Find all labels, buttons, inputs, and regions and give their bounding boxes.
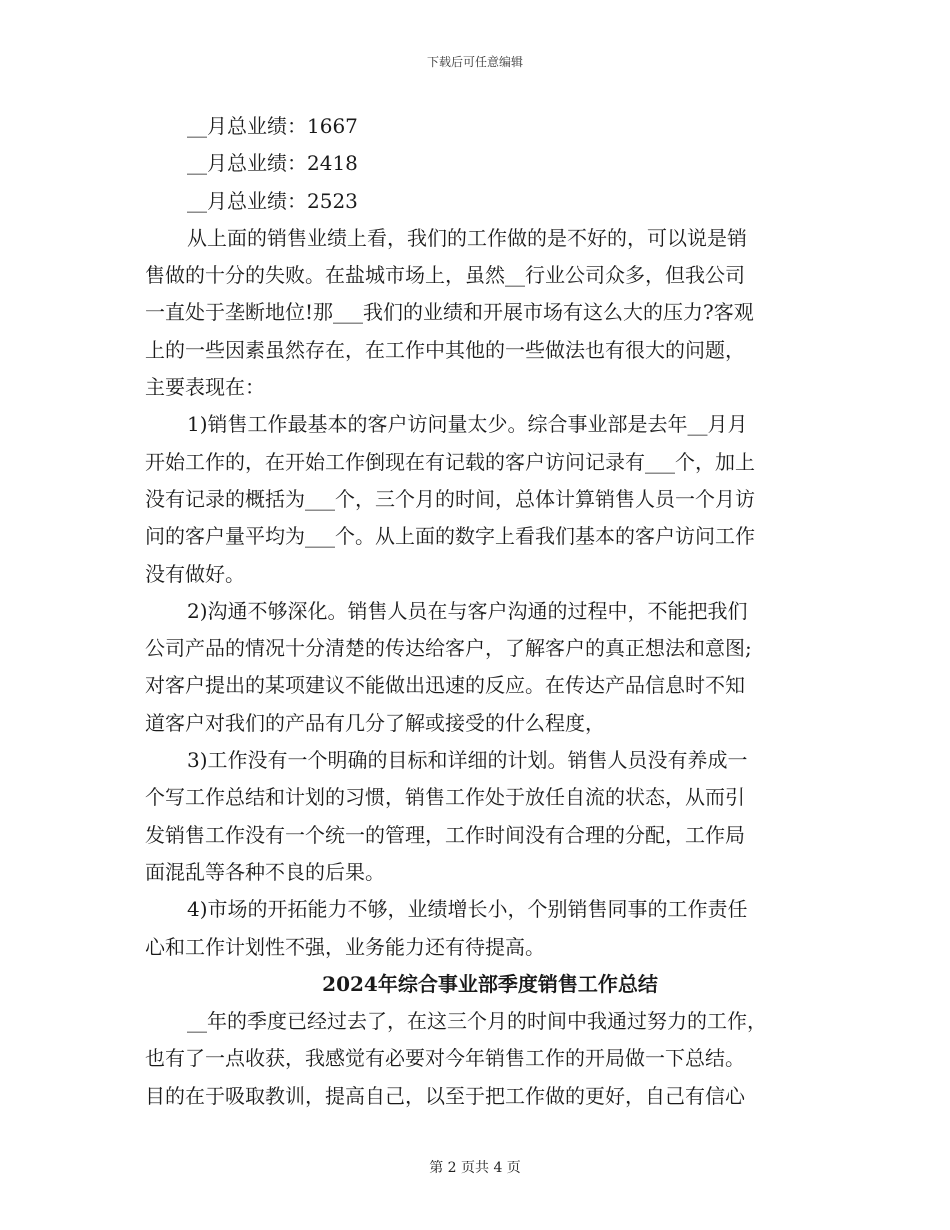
body-line: __月总业绩：1667	[187, 114, 358, 138]
body-line: 心和工作计划性不强，业务能力还有待提高。	[145, 934, 545, 959]
body-line: __月总业绩：2418	[187, 151, 358, 176]
body-line: 主要表现在：	[145, 375, 265, 400]
document-body	[145, 108, 805, 1115]
body-line: 对客户提出的某项建议不能做出迅速的反应。在传达产品信息时不知	[145, 673, 745, 698]
body-line: 公司产品的情况十分清楚的传达给客户，了解客户的真正想法和意图;	[145, 636, 752, 661]
body-line: 没有做好。	[145, 561, 245, 586]
body-line: 从上面的销售业绩上看，我们的工作做的是不好的，可以说是销	[187, 225, 747, 250]
body-line: 4)市场的开拓能力不够，业绩增长小，个别销售同事的工作责任	[187, 897, 748, 922]
body-line: 2)沟通不够深化。销售人员在与客户沟通的过程中，不能把我们	[187, 598, 748, 623]
body-line: 1)销售工作最基本的客户访问量太少。综合事业部是去年__月月	[187, 412, 748, 437]
body-line: 一直处于垄断地位!那___我们的业绩和开展市场有这么大的压力?客观	[145, 300, 754, 325]
body-line: 面混乱等各种不良的后果。	[145, 859, 385, 884]
body-line: 问的客户量平均为___个。从上面的数字上看我们基本的客户访问工作	[145, 524, 755, 549]
body-line: 没有记录的概括为___个，三个月的时间，总体计算销售人员一个月访	[145, 486, 755, 511]
body-line: 开始工作的，在开始工作倒现在有记载的客户访问记录有___个，加上	[145, 449, 755, 474]
body-line: 发销售工作没有一个统一的管理，工作时间没有合理的分配，工作局	[145, 822, 745, 847]
body-line: 目的在于吸取教训，提高自己，以至于把工作做的更好，自己有信心	[145, 1083, 745, 1108]
header-note: 下载后可任意编辑	[426, 55, 523, 69]
body-line: 个写工作总结和计划的习惯，销售工作处于放任自流的状态，从而引	[145, 785, 745, 810]
body-line: 也有了一点收获，我感觉有必要对今年销售工作的开局做一下总结。	[145, 1046, 745, 1071]
body-line: 道客户对我们的产品有几分了解或接受的什么程度，	[145, 710, 605, 735]
body-line: 售做的十分的失败。在盐城市场上，虽然__行业公司众多，但我公司	[145, 263, 745, 288]
section-title: 2024年综合事业部季度销售工作总结	[322, 971, 658, 996]
body-line: 3)工作没有一个明确的目标和详细的计划。销售人员没有养成一	[187, 748, 748, 773]
body-line: __年的季度已经过去了，在这三个月的时间中我通过努力的工作，	[187, 1009, 767, 1034]
page-footer: 第 2 页共 4 页	[429, 1160, 521, 1176]
body-line: 上的一些因素虽然存在，在工作中其他的一些做法也有很大的问题，	[145, 337, 745, 362]
body-line: __月总业绩：2523	[187, 188, 358, 213]
